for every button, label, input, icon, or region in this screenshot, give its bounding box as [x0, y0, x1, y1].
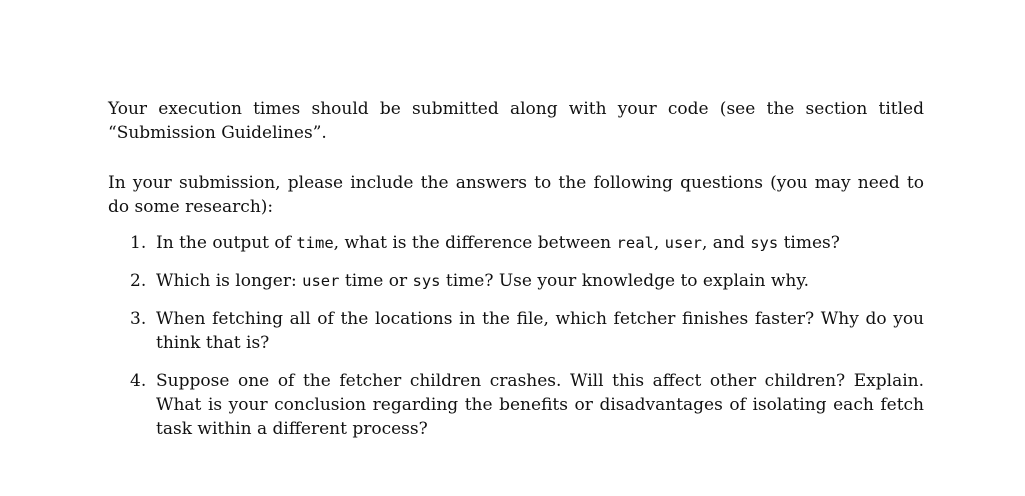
question-text: , what is the difference between — [333, 233, 617, 253]
question-text: times? — [778, 233, 840, 253]
question-text: , and — [702, 233, 751, 253]
submission-text: Your execution times should be submitted along with your code (see the section titled — [108, 99, 924, 119]
question-number: 2. — [130, 271, 147, 291]
code-time: time — [296, 234, 334, 252]
code-real: real — [616, 234, 654, 252]
question-text: time or — [339, 271, 413, 291]
question-text: , — [653, 233, 665, 253]
submission-guidelines-reference: “Submission Guidelines” — [108, 123, 322, 143]
code-user: user — [302, 272, 340, 290]
question-text: In the output of — [156, 233, 297, 253]
submission-paragraph — [108, 97, 924, 145]
code-sys: sys — [412, 272, 441, 290]
question-text: Which is longer: — [156, 271, 303, 291]
code-sys: sys — [750, 234, 779, 252]
question-text: time? Use your knowledge to explain why. — [440, 271, 810, 291]
questions-list — [108, 231, 924, 441]
submission-period: . — [321, 123, 327, 143]
question-item-2 — [108, 269, 924, 293]
questions-intro-paragraph: In your submission, please include the answers to the following questions (you may need to do some research): — [108, 173, 924, 217]
question-text: When fetching all of the locations in the file, which fetcher finishes faster? Why do you think that is? — [156, 309, 924, 353]
question-item-1 — [108, 231, 924, 255]
code-user: user — [664, 234, 702, 252]
question-number: 3. — [130, 309, 147, 329]
question-item-3 — [108, 307, 924, 355]
document-page — [108, 97, 924, 441]
question-text: Suppose one of the fetcher children crashes. Will this affect other children? Explain. What is your conclusion regarding the benefits or disadvantages of isolating each fetch task within a different process? — [156, 371, 924, 439]
question-item-4 — [108, 369, 924, 441]
question-number: 4. — [130, 371, 147, 391]
question-number: 1. — [130, 233, 147, 253]
